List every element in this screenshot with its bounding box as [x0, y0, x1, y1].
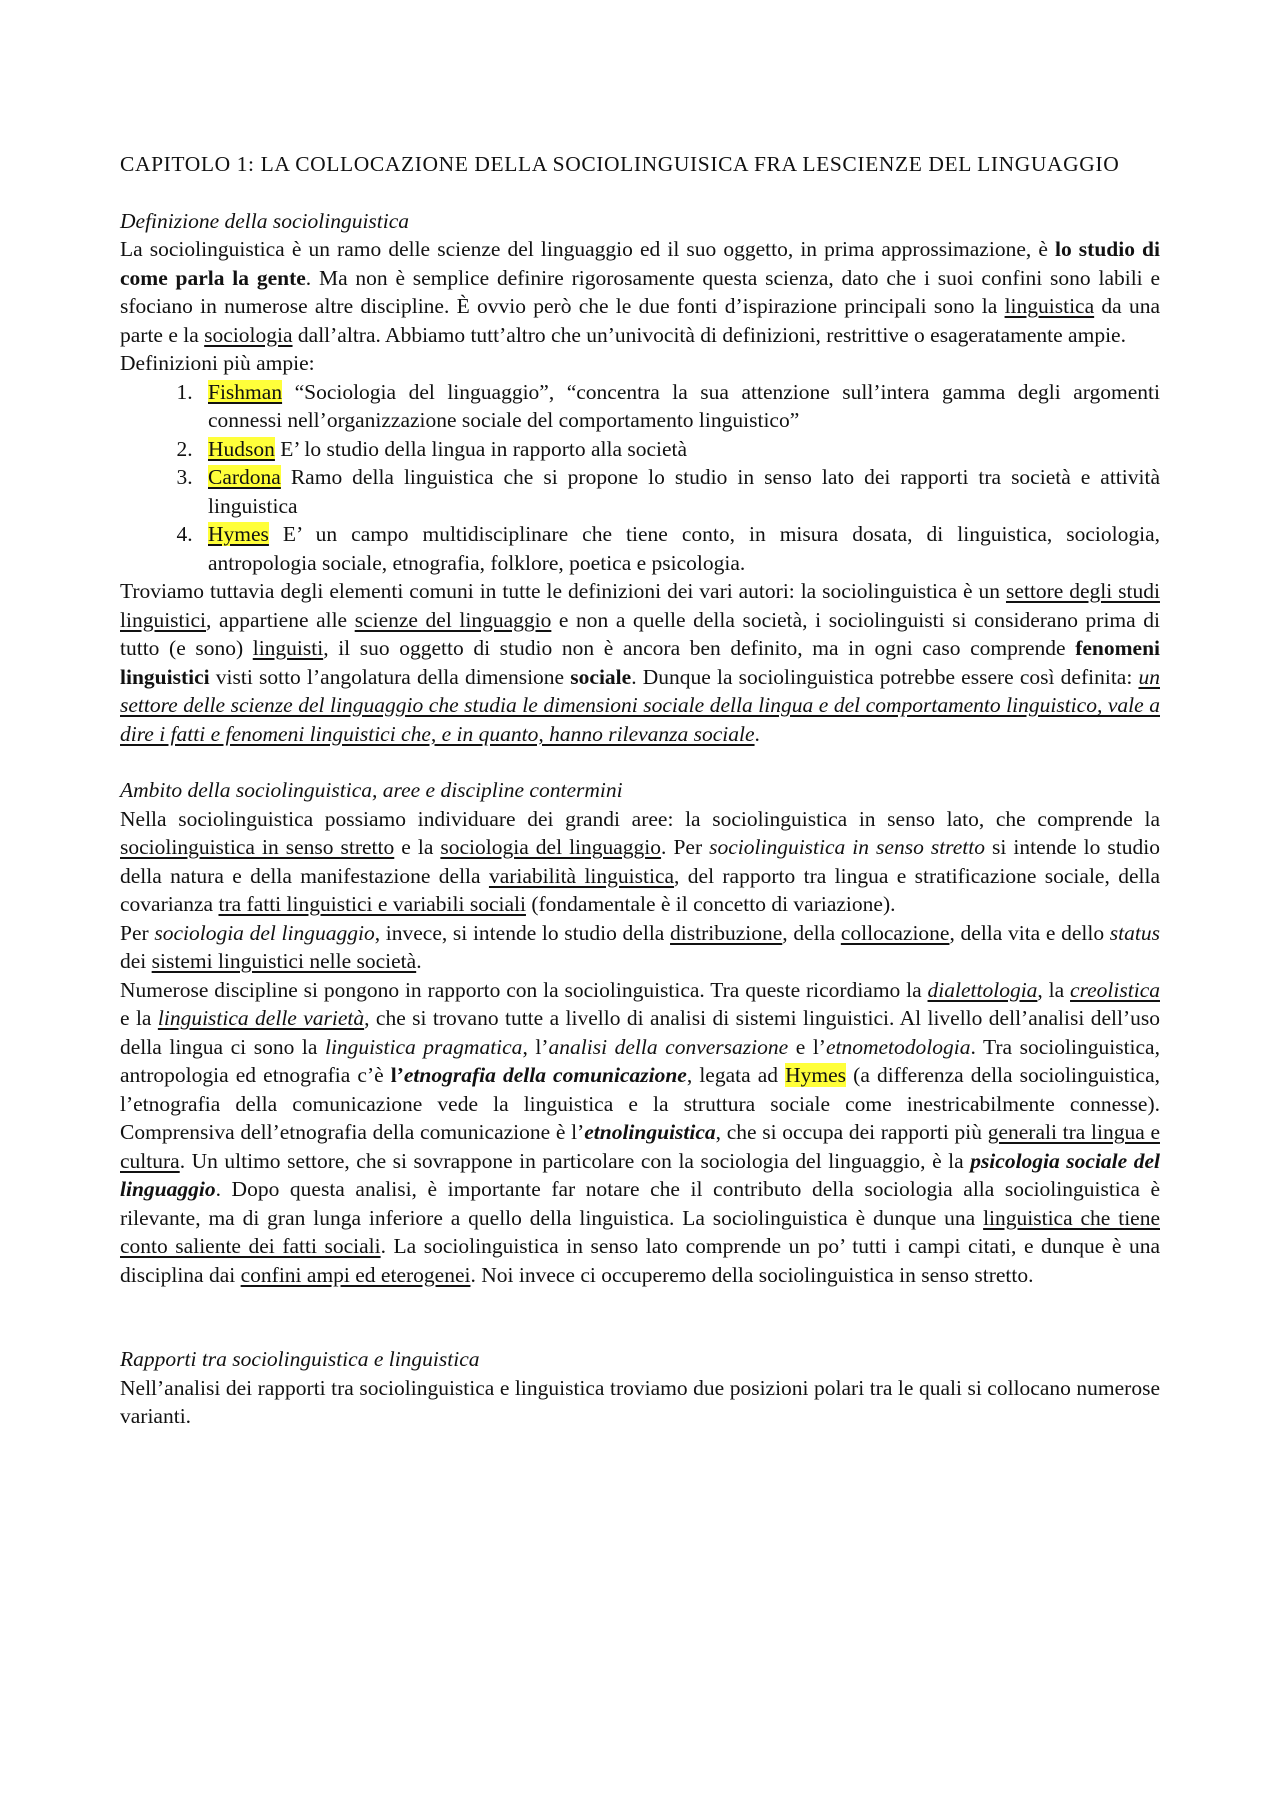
text-run: , della	[782, 920, 841, 945]
italic-term: linguistica pragmatica	[324, 1034, 523, 1059]
text-run: .	[416, 949, 422, 973]
text-run: visti sotto l’angolatura della dimensione	[209, 664, 571, 689]
text-run: . Dunque la sociolinguistica potrebbe essere così definita:	[631, 664, 1139, 689]
underlined-term: linguistica	[1004, 294, 1095, 318]
list-intro: Definizioni più ampie:	[120, 351, 315, 375]
text-run: , invece, si intende lo studio della	[374, 920, 671, 945]
text-run: . Dopo questa analisi, è importante far notare che il contributo della sociologia alla sociolinguistica è rilevante, ma di gran lunga inferiore a quello della linguistica. La sociolinguistica è dunque una	[120, 1177, 1160, 1230]
text-run: dei	[120, 949, 152, 973]
underlined-term: linguisti	[252, 636, 324, 660]
underlined-term: variabilità linguistica	[488, 863, 675, 888]
underlined-term: sociologia del linguaggio	[440, 835, 662, 859]
bold-phrase: sociale	[570, 664, 632, 689]
underlined-italic-term: linguistica delle varietà	[157, 1006, 365, 1030]
text-run: (a differenza della sociolinguistica, l’etnografia della comunicazione vede la linguistica e la struttura sociale come inestricabilmente connesse). Comprensiva dell’etnografia della comunicazione è l’	[120, 1063, 1161, 1144]
text-run: Per	[120, 920, 155, 945]
list-item-text: E’ un campo multidisciplinare che tiene conto, in misura dosata, di linguistica, sociologia, antropologia sociale, etnografia, folklore, poetica e psicologia.	[208, 522, 1160, 575]
text-run: La sociolinguistica è un ramo delle scienze del linguaggio ed il suo oggetto, in prima approssimazione, è	[120, 237, 1055, 261]
text-run: e la	[394, 835, 441, 859]
text-run: dall’altra. Abbiamo tutt’altro che un’univocità di definizioni, restrittive o esageratamente ampie.	[292, 322, 1126, 347]
underlined-italic-term: dialettologia	[927, 977, 1038, 1002]
text-run: e la	[120, 1006, 158, 1030]
highlighted-name: Hymes	[785, 1063, 847, 1087]
section-heading-ambito: Ambito della sociolinguistica, aree e discipline contermini	[120, 778, 623, 802]
underlined-term: generali tra lingua e cultura	[120, 1120, 1160, 1173]
text-run: . Noi invece ci occuperemo della sociolinguistica in senso stretto.	[470, 1262, 1034, 1287]
author-name: Hymes	[208, 522, 269, 546]
text-run: si intende lo studio della natura e della manifestazione della	[120, 835, 1160, 888]
section-heading-rapporti: Rapporti tra sociolinguistica e linguistica	[120, 1347, 480, 1371]
text-run: , che si occupa dei rapporti più	[715, 1120, 988, 1144]
definition-italic: un settore delle scienze del linguaggio che studia le dimensioni sociale della lingua e del comportamento linguistico, vale a dire i fatti e fenomeni linguistici che, e in quanto, hanno rilevanza sociale	[120, 664, 1160, 746]
bold-phrase: fenomeni linguistici	[120, 636, 1161, 689]
underlined-term: sociolinguistica in senso stretto	[120, 835, 395, 859]
paragraph-definizione	[120, 235, 1160, 349]
underlined-italic-term: creolistica	[1070, 977, 1160, 1002]
text-run: , appartiene alle	[206, 607, 355, 632]
list-item	[198, 463, 1160, 520]
list-item	[198, 520, 1160, 577]
author-name: Fishman	[208, 379, 283, 404]
text-run: , che si trovano tutte a livello di analisi di sistemi linguistici. Al livello dell’analisi dell’uso della lingua ci sono la	[120, 1006, 1160, 1059]
paragraph-aree	[120, 805, 1160, 919]
italic-term: status	[1109, 920, 1160, 945]
text-run: Nella sociolinguistica possiamo individuare dei grandi aree: la sociolinguistica in senso lato, che comprende la	[120, 806, 1160, 831]
author-name: Hudson	[208, 436, 275, 461]
italic-term: sociolinguistica in senso stretto	[709, 835, 985, 859]
underlined-term: sistemi linguistici nelle società	[151, 949, 417, 973]
paragraph-discipline	[120, 976, 1160, 1290]
text-run: , legata ad	[686, 1063, 786, 1087]
underlined-term: settore degli studi linguistici	[120, 579, 1160, 632]
list-item-text: “Sociologia del linguaggio”, “concentra la sua attenzione sull’intera gamma degli argomenti connessi nell’organizzazione sociale del comportamento linguistico”	[208, 379, 1160, 432]
paragraph-rapporti: Nell’analisi dei rapporti tra sociolinguistica e linguistica troviamo due posizioni polari tra le quali si collocano numerose varianti.	[120, 1375, 1160, 1428]
author-name: Cardona	[208, 465, 281, 489]
list-item-text: E’ lo studio della lingua in rapporto alla società	[274, 436, 688, 461]
italic-term: analisi della conversazione	[548, 1034, 789, 1059]
underlined-term: collocazione	[840, 920, 950, 945]
definitions-list	[120, 378, 1160, 578]
text-run: , la	[1037, 977, 1071, 1002]
text-run: . La sociolinguistica in senso lato comprende un po’ tutti i campi citati, e dunque è una disciplina dai	[120, 1234, 1160, 1287]
list-item	[198, 378, 1160, 435]
paragraph-elementi-comuni	[120, 577, 1160, 748]
bold-italic-term: etnolinguistica	[584, 1120, 716, 1144]
text-run: . Ma non è semplice definire rigorosamente questa scienza, dato che i suoi confini sono labili e sfociano in numerose altre discipline. È ovvio però che le due fonti d’ispirazione principali sono la	[120, 265, 1160, 318]
underlined-term: tra fatti linguistici e variabili sociali	[218, 892, 526, 916]
page-title: CAPITOLO 1: LA COLLOCAZIONE DELLA SOCIOLINGUISICA FRA LESCIENZE DEL LINGUAGGIO	[120, 152, 1120, 176]
italic-term: sociologia del linguaggio	[154, 920, 375, 945]
underlined-term: linguistica che tiene conto saliente dei fatti sociali	[120, 1205, 1160, 1258]
text-run: e l’	[788, 1034, 826, 1059]
text-run: . Tra sociolinguistica, antropologia ed etnografia c’è	[120, 1034, 1160, 1087]
underlined-term: distribuzione	[670, 920, 783, 945]
text-run: , del rapporto tra lingua e stratificazione sociale, della covarianza	[120, 863, 1160, 916]
text-run: . Un ultimo settore, che si sovrappone in particolare con la sociologia del linguaggio, è la	[179, 1148, 971, 1173]
italic-term: etnometodologia	[825, 1034, 971, 1059]
text-run: , della vita e dello	[949, 920, 1110, 945]
text-run: , l’	[522, 1034, 549, 1059]
text-run: da una parte e la	[120, 294, 1160, 347]
underlined-term: confini ampi ed eterogenei	[240, 1262, 471, 1287]
text-run: .	[754, 721, 760, 746]
text-run: (fondamentale è il concetto di variazione).	[525, 892, 896, 916]
text-run: Numerose discipline si pongono in rapporto con la sociolinguistica. Tra queste ricordiamo la	[120, 977, 928, 1002]
bold-phrase: lo studio di come parla la gente	[120, 237, 1160, 290]
section-heading-definizione: Definizione della sociolinguistica	[120, 208, 410, 233]
text-run: . Per	[661, 835, 710, 859]
bold-italic-term: etnografia della comunicazione	[403, 1063, 687, 1087]
text-run: e non a quelle della società, i sociolinguisti si considerano prima di tutto (e sono)	[120, 607, 1160, 660]
bold-italic-term: psicologia sociale del linguaggio	[120, 1148, 1160, 1201]
text-run: Troviamo tuttavia degli elementi comuni in tutte le definizioni dei vari autori: la sociolinguistica è un	[120, 579, 1006, 603]
paragraph-sociologia	[120, 919, 1160, 976]
list-item-text: Ramo della linguistica che si propone lo studio in senso lato dei rapporti tra società e attività linguistica	[208, 465, 1160, 518]
list-item	[198, 435, 1160, 464]
underlined-term: scienze del linguaggio	[354, 607, 552, 632]
text-run: , il suo oggetto di studio non è ancora ben definito, ma in ogni caso comprende	[323, 636, 1076, 660]
bold-phrase: l’	[390, 1063, 404, 1087]
underlined-term: sociologia	[204, 322, 293, 347]
